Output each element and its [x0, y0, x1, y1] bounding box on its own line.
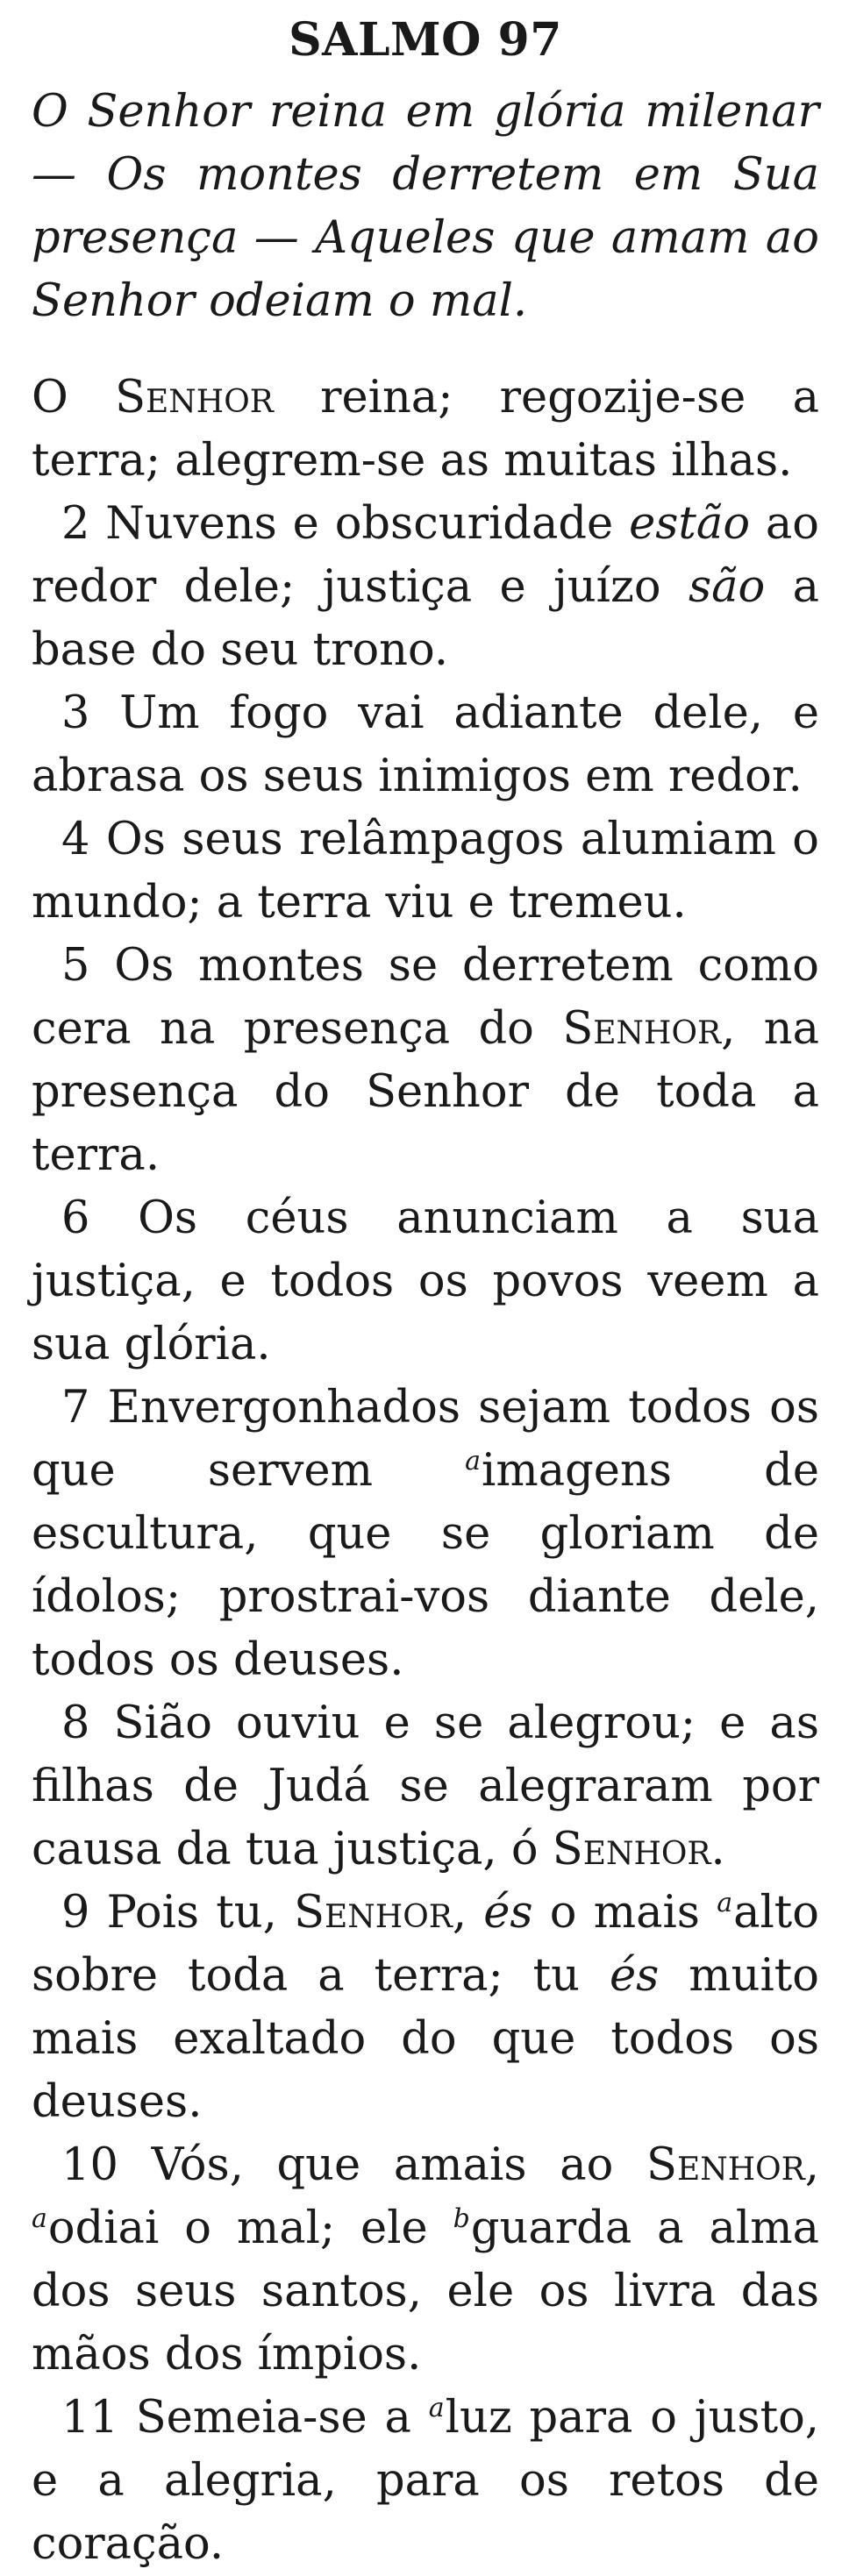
lord-small-caps: Senhor: [562, 1003, 722, 1055]
verse-v10: [32, 2134, 819, 2387]
verse-text: guarda a alma dos seus santos, ele os livra das mãos dos ímpios.: [32, 2202, 819, 2380]
lord-small-caps: Senhor: [646, 2139, 805, 2191]
italic-word: és: [483, 1887, 533, 1939]
verse-v5: [32, 935, 819, 1187]
lord-small-caps: Senhor: [294, 1887, 453, 1939]
verse-v1: [32, 366, 819, 493]
footnote-marker[interactable]: a: [717, 1888, 733, 1918]
verse-v7: [32, 1377, 819, 1692]
footnote-marker[interactable]: a: [465, 1446, 482, 1477]
verse-text: 4 Os seus relâmpagos alumiam o mundo; a terra viu e tremeu.: [32, 814, 819, 929]
verse-v11: [32, 2387, 819, 2576]
verse-text: ,: [804, 2139, 819, 2191]
verse-text: 7 Envergonhados sejam todos os que servem: [32, 1382, 819, 1497]
psalm-title: SALMO 97: [289, 13, 562, 67]
verse-text: 8 Sião ouviu e se alegrou; e as filhas de Judá se alegraram por causa da tua justiça, ó: [32, 1697, 819, 1875]
verse-text: 2 Nuvens e obscuridade: [61, 498, 630, 550]
verse-text: 9 Pois tu,: [61, 1887, 295, 1939]
italic-word: estão: [629, 498, 751, 550]
footnote-marker[interactable]: a: [428, 2393, 445, 2423]
verse-text: a base do seu trono.: [32, 561, 819, 676]
verse-text: luz para o justo, e a alegria, para os retos de coração.: [32, 2392, 819, 2570]
verse-text: alto sobre toda a terra; tu: [32, 1887, 819, 2002]
verse-text: 3 Um fogo vai adiante dele, e abrasa os seus inimigos em redor.: [32, 687, 819, 802]
verse-text: muito mais exaltado do que todos os deuses.: [32, 1950, 819, 2128]
verse-text: 5 Os montes se derretem como cera na presença do: [32, 940, 819, 1055]
verse-v4: [32, 808, 819, 935]
verse-list: [32, 366, 819, 2576]
verse-v6: [32, 1187, 819, 1377]
verse-text: ao redor dele; justiça e juízo: [32, 498, 819, 613]
italic-word: são: [688, 561, 766, 613]
verse-text: 11 Semeia-se a: [61, 2392, 429, 2444]
verse-v3: [32, 682, 819, 808]
verse-text: 6 Os céus anunciam a sua justiça, e todos os povos veem a sua glória.: [32, 1192, 819, 1370]
verse-text: , na presença do Senhor de toda a terra.: [32, 1003, 819, 1181]
verse-v2: [32, 493, 819, 682]
verse-v8: [32, 1692, 819, 1882]
italic-word: és: [609, 1950, 660, 2002]
verse-text: ,: [452, 1887, 484, 1939]
verse-text: odiai o mal; ele: [47, 2202, 453, 2254]
verse-text: .: [710, 1824, 725, 1875]
verse-text: o mais: [532, 1887, 717, 1939]
verse-v9: [32, 1882, 819, 2134]
chapter-summary: O Senhor reina em glória milenar — Os montes derretem em Sua presença — Aqueles que amam ao Senhor odeiam o mal.: [32, 86, 819, 327]
verse-text: O: [32, 372, 116, 423]
verse-text: imagens de escultura, que se gloriam de ídolos; prostrai-vos diante dele, todos os deuses.: [32, 1445, 819, 1686]
verse-text: 10 Vós, que amais ao: [61, 2139, 647, 2191]
lord-small-caps: Senhor: [115, 372, 274, 423]
footnote-marker[interactable]: b: [453, 2203, 470, 2234]
footnote-marker[interactable]: a: [32, 2203, 47, 2234]
verse-text: reina; regozije-se a terra; alegrem-se as muitas ilhas.: [32, 372, 819, 487]
lord-small-caps: Senhor: [552, 1824, 711, 1875]
